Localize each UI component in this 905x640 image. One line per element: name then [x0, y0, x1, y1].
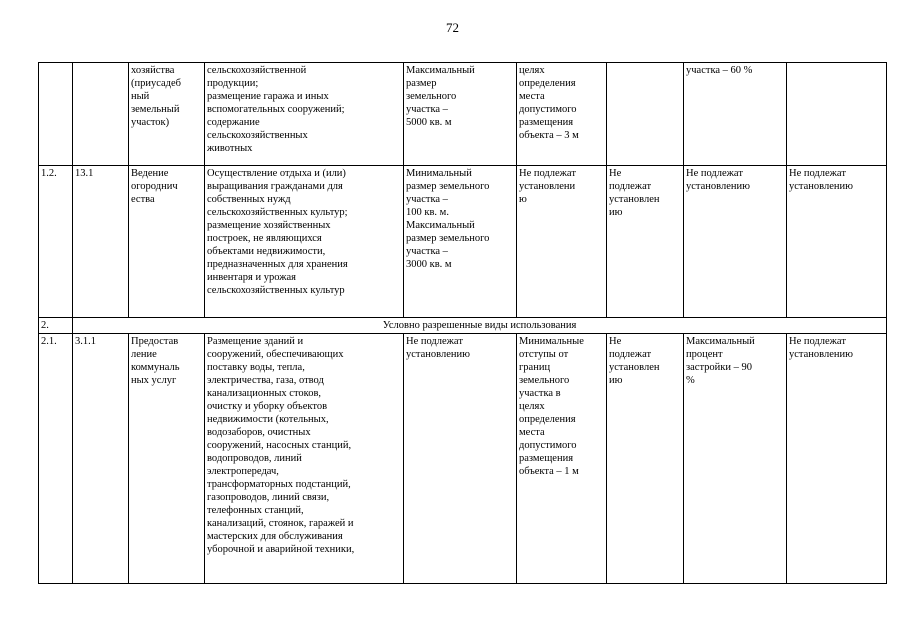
cell-coverage: участка – 60 %: [684, 63, 787, 166]
section-title: Условно разрешенные виды использования: [73, 318, 887, 334]
cell-num: 2.1.: [39, 334, 73, 584]
cell-setbacks: Минимальные отступы от границ земельного участка в целях определения места допустимого размещения объекта – 1 м: [517, 334, 607, 584]
cell-description: Размещение зданий и сооружений, обеспечивающих поставку воды, тепла, электричества, газа, отвод канализационных стоков, очистку и уборку объектов недвижимости (котельных, водозаборов, очистных сооружений, насосных станций, водопроводов, линий электропередач, трансформаторных подстанций, газопроводов, линий связи, телефонных станций, канализаций, стоянок, гаражей и мастерских для обслуживания уборочной и аварийной техники,: [205, 334, 404, 584]
cell-plot-size: Не подлежат установлению: [404, 334, 517, 584]
cell-name: хозяйства (приусадеб ный земельный участок): [129, 63, 205, 166]
section-number: 2.: [39, 318, 73, 334]
cell-setbacks: Не подлежат установлени ю: [517, 166, 607, 318]
cell-name: Ведение огороднич ества: [129, 166, 205, 318]
cell-description: Осуществление отдыха и (или) выращивания гражданами для собственных нужд сельскохозяйственных культур; размещение хозяйственных построек, не являющихся объектами недвижимости, предназначенных для хранения инвентаря и урожая сельскохозяйственных культур: [205, 166, 404, 318]
cell-code: 13.1: [73, 166, 129, 318]
cell-code: 3.1.1: [73, 334, 129, 584]
cell-num: 1.2.: [39, 166, 73, 318]
cell-other: Не подлежат установлению: [787, 334, 887, 584]
cell-plot-size: Максимальный размер земельного участка – 5000 кв. м: [404, 63, 517, 166]
cell-num: [39, 63, 73, 166]
table-row: [39, 334, 887, 584]
section-row: [39, 318, 887, 334]
page-number: 72: [446, 20, 459, 35]
cell-coverage: Максимальный процент застройки – 90 %: [684, 334, 787, 584]
cell-other: Не подлежат установлению: [787, 166, 887, 318]
cell-name: Предостав ление коммуналь ных услуг: [129, 334, 205, 584]
cell-coverage: Не подлежат установлению: [684, 166, 787, 318]
table-row: [39, 63, 887, 166]
cell-setbacks: целях определения места допустимого размещения объекта – 3 м: [517, 63, 607, 166]
cell-description: сельскохозяйственной продукции; размещение гаража и иных вспомогательных сооружений; содержание сельскохозяйственных животных: [205, 63, 404, 166]
cell-other: [787, 63, 887, 166]
cell-floors: Не подлежат установлен ию: [607, 166, 684, 318]
cell-plot-size: Минимальный размер земельного участка – 100 кв. м. Максимальный размер земельного участка – 3000 кв. м: [404, 166, 517, 318]
table-row: [39, 166, 887, 318]
cell-floors: Не подлежат установлен ию: [607, 334, 684, 584]
cell-floors: [607, 63, 684, 166]
land-use-table: [38, 62, 887, 584]
cell-code: [73, 63, 129, 166]
